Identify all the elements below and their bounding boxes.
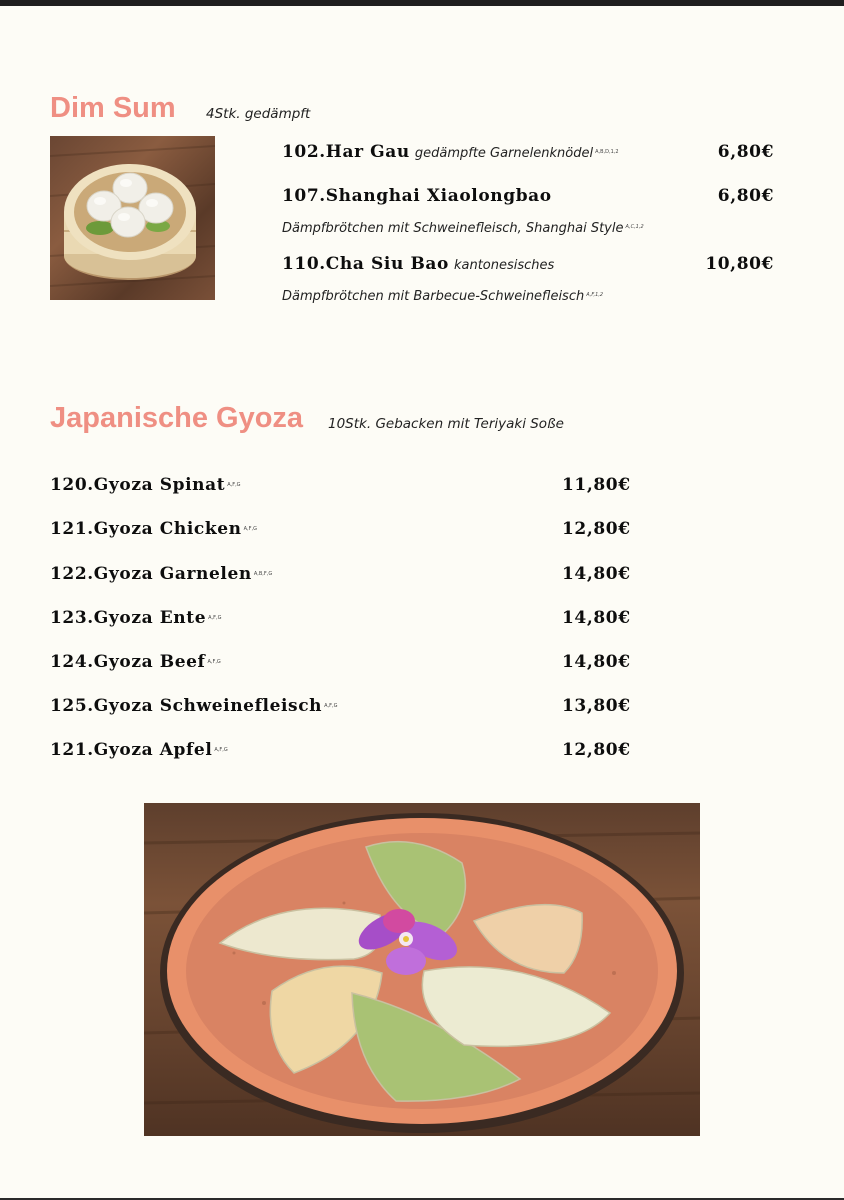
item-price: 6,80€ [717,186,774,206]
gyoza-photo [144,803,700,1136]
section-title-gyoza: Japanische Gyoza [50,402,304,434]
item-name: 122.Gyoza Garnelen [50,564,252,584]
menu-item-cha-siu-bao [282,256,554,273]
top-border [0,0,844,6]
item-name: 120.Gyoza Spinat [50,475,226,495]
section-subtitle-dim-sum: 4Stk. gedämpft [206,106,311,122]
allergen-codes: A,F,G [214,747,228,753]
allergen-codes: A,C,1,2 [625,224,644,230]
allergen-codes: A,F,G [324,703,338,709]
menu-item-gyoza-schweinefleisch [50,698,337,715]
item-price: 13,80€ [562,696,631,716]
item-price: 14,80€ [562,652,631,672]
section-title-dim-sum: Dim Sum [50,92,176,124]
menu-item-gyoza-beef [50,654,221,671]
item-name: 102.Har Gau [282,142,410,162]
item-description: gedämpfte Garnelenknödel [414,146,594,161]
menu-item-shanghai-xiaolongbao [282,188,552,205]
allergen-codes: A,B,F,G [253,571,273,577]
allergen-codes: A,F,1,2 [586,292,604,298]
item-name: 121.Gyoza Apfel [50,740,213,760]
menu-item-gyoza-ente [50,610,221,627]
menu-item-har-gau [282,144,619,161]
item-name: 107.Shanghai Xiaolongbao [282,186,552,206]
dim-sum-photo [50,136,215,300]
item-name: 110.Cha Siu Bao [282,254,449,274]
item-price: 14,80€ [562,564,631,584]
allergen-codes: A,B,D,1,2 [595,149,619,155]
item-name: 123.Gyoza Ente [50,608,207,628]
item-description-line [282,290,603,303]
item-description: kantonesisches [453,258,555,273]
menu-item-gyoza-spinat [50,477,241,494]
allergen-codes: A,F,G [208,615,222,621]
item-name: 121.Gyoza Chicken [50,519,242,539]
menu-item-gyoza-apfel [50,742,228,759]
item-price: 10,80€ [705,254,774,274]
item-description: Dämpfbrötchen mit Schweinefleisch, Shanghai Style [282,221,624,236]
menu-item-gyoza-garnelen [50,566,272,583]
item-price: 12,80€ [562,519,631,539]
allergen-codes: A,F,G [243,526,257,532]
item-description: Dämpfbrötchen mit Barbecue-Schweinefleisch [282,289,585,304]
item-name: 125.Gyoza Schweinefleisch [50,696,323,716]
section-subtitle-gyoza: 10Stk. Gebacken mit Teriyaki Soße [328,416,564,432]
item-price: 12,80€ [562,740,631,760]
item-price: 14,80€ [562,608,631,628]
allergen-codes: A,F,G [227,482,241,488]
item-price: 6,80€ [717,142,774,162]
item-price: 11,80€ [562,475,631,495]
item-name: 124.Gyoza Beef [50,652,206,672]
allergen-codes: A,F,G [207,659,221,665]
menu-item-gyoza-chicken [50,521,257,538]
item-description-line [282,222,644,235]
